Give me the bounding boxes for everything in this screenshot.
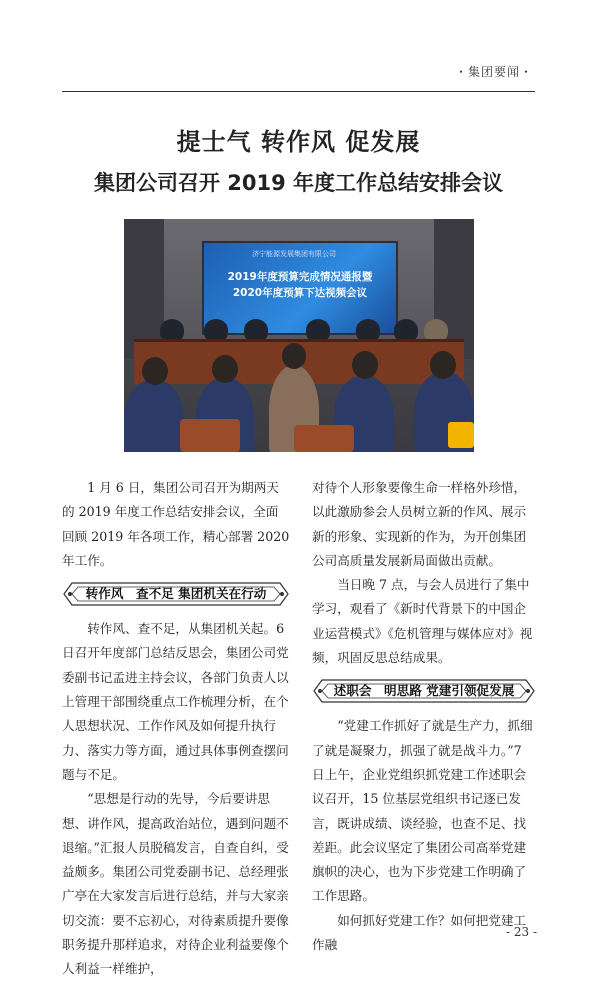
photo-person — [160, 319, 184, 341]
photo-attendee-head — [430, 351, 456, 379]
section-tag: ・集团要闻・ — [455, 65, 534, 79]
right-column — [312, 476, 536, 957]
body-paragraph: “党建工作抓好了就是生产力，抓细了就是凝聚力，抓强了就是战斗力。”7 日上午，企业党组织抓党建工作述职会议召开，15 位基层党组织书记逐已发言，既讲成绩、谈经验，也查不足、找差距。此会议坚定了集团公司高举党建旗帜的决心，也为下步党建工作明确了工作思路。 — [312, 718, 533, 904]
intro-paragraph: 1 月 6 日，集团公司召开为期两天的 2019 年度工作总结安排会议，全面回顾 2019 年各项工作，精心部署 2020 年工作。 — [62, 480, 290, 568]
photo-speaker-left — [124, 219, 164, 359]
meeting-photo — [124, 219, 474, 452]
body-paragraph: 当日晚 7 点，与会人员进行了集中学习，观看了《新时代背景下的中国企业运营模式》《危机管理与媒体应对》视频，巩固反思总结成果。 — [312, 577, 533, 666]
photo-attendee — [124, 379, 184, 452]
photo-chair — [294, 425, 354, 452]
page-number: - 23 - — [506, 925, 538, 939]
body-paragraph: “思想是行动的先导，今后要讲思想、讲作风，提高政治站位，遇到问题不退缩。”汇报人员脱稿发言，自查自纠，受益颇多。集团公司党委副书记、总经理张广亭在大家发言后进行总结，并与大家亲切交流：要不忘初心，对待素质提升要像职务提升那样追求，对待企业利益要像个人利益一样维护， — [62, 791, 289, 977]
photo-attendee-head — [212, 355, 238, 383]
article-subtitle: 集团公司召开 2019 年度工作总结安排会议 — [93, 171, 504, 195]
section-heading-2-text: 述职会 明思路 党建引领促发展 — [333, 683, 515, 699]
screen-company-name: 济宁能源发展集团有限公司 — [252, 250, 336, 258]
photo-person — [424, 319, 448, 341]
body-paragraph: 转作风、查不足，从集团机关起。6 日召开年度部门总结反思会，集团公司党委副书记孟进主持会议，各部门负责人以上管理干部围绕重点工作梳理分析，在个人思想状况、工作作风及如何提升执行力、落实力等方面，通过具体事例查摆问题与不足。 — [62, 621, 289, 782]
photo-person — [306, 319, 330, 341]
article-title: 提士气 转作风 促发展 — [176, 128, 421, 156]
photo-attendee-head — [282, 343, 306, 369]
section-heading-1-text: 转作风 查不足 集团机关在行动 — [85, 586, 267, 602]
photo-attendee-head — [352, 351, 378, 379]
header-rule — [62, 91, 535, 92]
photo-person — [356, 319, 380, 341]
watermark-logo — [448, 422, 474, 448]
photo-attendee-head — [142, 357, 168, 385]
section-heading-2 — [312, 677, 536, 705]
screen-title-line2: 2020年度预算下达视频会议 — [232, 287, 368, 299]
photo-chair — [180, 419, 240, 452]
body-paragraph: 如何抓好党建工作？如何把党建工作融 — [312, 912, 527, 953]
section-heading-1 — [62, 580, 290, 608]
photo-person — [244, 319, 268, 341]
photo-person — [204, 319, 228, 341]
screen-title-line1: 2019年度预算完成情况通报暨 — [227, 271, 373, 283]
left-column — [62, 476, 290, 982]
photo-person — [394, 319, 418, 341]
body-paragraph: 对待个人形象要像生命一样格外珍惜，以此激励参会人员树立新的作风、展示新的形象、实现新的作为，为开创集团公司高质量发展新局面做出贡献。 — [312, 480, 527, 568]
